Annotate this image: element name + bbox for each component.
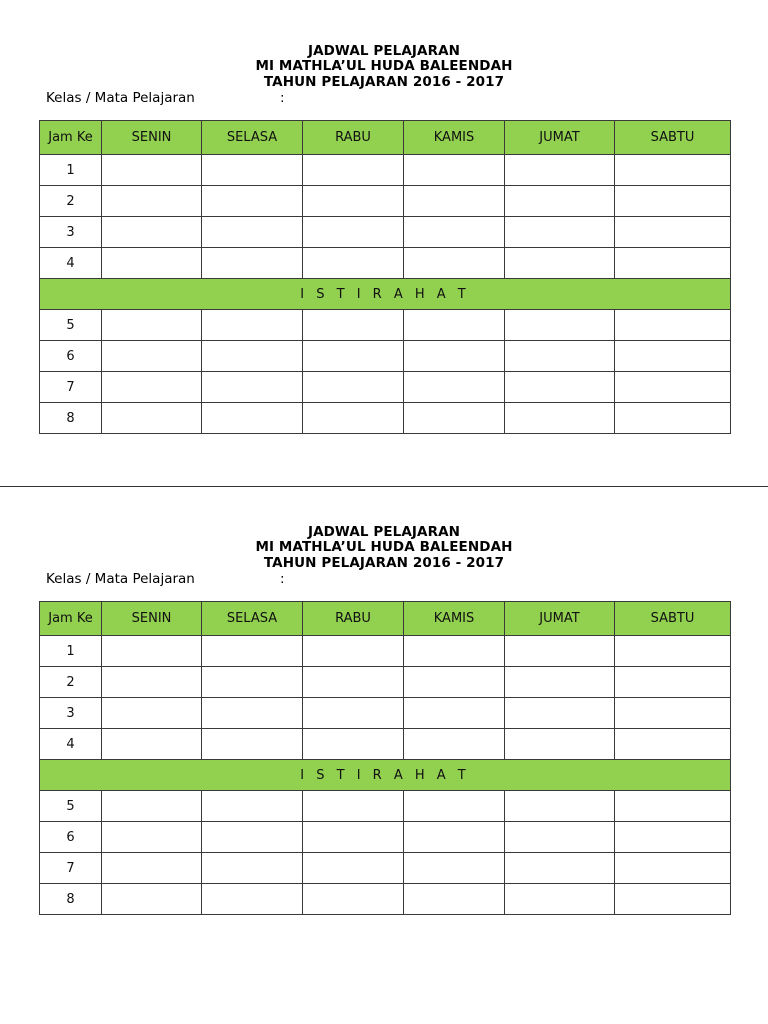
table-row: [40, 667, 731, 698]
cell: [615, 403, 731, 434]
break-row: [40, 760, 731, 791]
header-kamis: KAMIS: [404, 121, 505, 155]
cell: [615, 155, 731, 186]
period-number: 7: [40, 372, 102, 403]
period-number: 6: [40, 822, 102, 853]
cell: [102, 186, 202, 217]
header-senin: SENIN: [102, 121, 202, 155]
cell: [202, 248, 303, 279]
cell: [303, 729, 404, 760]
academic-year: TAHUN PELAJARAN 2016 - 2017: [263, 555, 505, 571]
cell: [615, 217, 731, 248]
cell: [404, 310, 505, 341]
cell: [404, 884, 505, 915]
period-number: 3: [40, 698, 102, 729]
kelas-label: Kelas / Mata Pelajaran: [46, 90, 195, 106]
header-selasa: SELASA: [202, 121, 303, 155]
cell: [505, 791, 615, 822]
school-name: MI MATHLA’UL HUDA BALEENDAH: [255, 58, 513, 74]
period-number: 8: [40, 403, 102, 434]
table-row: [40, 822, 731, 853]
cell: [303, 636, 404, 667]
cell: [505, 729, 615, 760]
cell: [615, 186, 731, 217]
cell: [404, 217, 505, 248]
table-row: [40, 248, 731, 279]
cell: [505, 217, 615, 248]
cell: [202, 667, 303, 698]
period-number: 2: [40, 667, 102, 698]
table-row: [40, 310, 731, 341]
cell: [615, 698, 731, 729]
break-label: I S T I R A H A T: [40, 279, 731, 310]
kelas-label: Kelas / Mata Pelajaran: [46, 571, 195, 587]
cell: [202, 822, 303, 853]
cell: [202, 217, 303, 248]
header-row: [40, 602, 731, 636]
cell: [505, 884, 615, 915]
cell: [202, 636, 303, 667]
table-row: [40, 698, 731, 729]
header-sabtu: SABTU: [615, 121, 731, 155]
cell: [202, 853, 303, 884]
cell: [615, 729, 731, 760]
cell: [404, 729, 505, 760]
period-number: 7: [40, 853, 102, 884]
cell: [505, 186, 615, 217]
period-number: 1: [40, 155, 102, 186]
header-selasa: SELASA: [202, 602, 303, 636]
cell: [404, 667, 505, 698]
period-number: 3: [40, 217, 102, 248]
cell: [615, 853, 731, 884]
cell: [202, 372, 303, 403]
cell: [505, 822, 615, 853]
cell: [505, 248, 615, 279]
cell: [303, 155, 404, 186]
schedule-table: [39, 601, 731, 915]
cell: [102, 884, 202, 915]
cell: [303, 698, 404, 729]
cell: [303, 403, 404, 434]
cell: [102, 217, 202, 248]
header-rabu: RABU: [303, 121, 404, 155]
cell: [102, 729, 202, 760]
cell: [303, 853, 404, 884]
cell: [202, 698, 303, 729]
header-jam-ke: Jam Ke: [40, 121, 102, 155]
cell: [303, 667, 404, 698]
cell: [404, 372, 505, 403]
cell: [202, 155, 303, 186]
cell: [303, 248, 404, 279]
cell: [404, 698, 505, 729]
cell: [615, 341, 731, 372]
header-sabtu: SABTU: [615, 602, 731, 636]
cell: [102, 822, 202, 853]
cell: [102, 155, 202, 186]
cell: [505, 667, 615, 698]
school-name: MI MATHLA’UL HUDA BALEENDAH: [255, 539, 513, 555]
cell: [303, 884, 404, 915]
cell: [404, 186, 505, 217]
cell: [102, 310, 202, 341]
kelas-colon: :: [280, 571, 285, 587]
cell: [202, 186, 303, 217]
cell: [102, 791, 202, 822]
academic-year: TAHUN PELAJARAN 2016 - 2017: [263, 74, 505, 90]
header-row: [40, 121, 731, 155]
cell: [404, 155, 505, 186]
table-row: [40, 341, 731, 372]
cell: [615, 667, 731, 698]
title-line-1: JADWAL PELAJARAN: [307, 43, 461, 59]
cell: [102, 667, 202, 698]
cell: [303, 217, 404, 248]
cell: [202, 341, 303, 372]
break-label: I S T I R A H A T: [40, 760, 731, 791]
schedule-table: [39, 120, 731, 434]
cell: [404, 636, 505, 667]
cell: [615, 884, 731, 915]
cell: [202, 403, 303, 434]
cell: [615, 248, 731, 279]
table-row: [40, 791, 731, 822]
cell: [505, 310, 615, 341]
cell: [303, 822, 404, 853]
cell: [303, 186, 404, 217]
cell: [505, 403, 615, 434]
table-row: [40, 884, 731, 915]
cell: [505, 853, 615, 884]
header-jumat: JUMAT: [505, 602, 615, 636]
table-row: [40, 372, 731, 403]
cell: [615, 791, 731, 822]
header-jumat: JUMAT: [505, 121, 615, 155]
cell: [303, 372, 404, 403]
cell: [615, 822, 731, 853]
cell: [404, 791, 505, 822]
cell: [404, 248, 505, 279]
header-rabu: RABU: [303, 602, 404, 636]
cell: [404, 403, 505, 434]
cell: [615, 636, 731, 667]
header-jam-ke: Jam Ke: [40, 602, 102, 636]
cell: [102, 636, 202, 667]
table-row: [40, 217, 731, 248]
cell: [102, 853, 202, 884]
table-row: [40, 636, 731, 667]
cell: [505, 372, 615, 403]
cell: [505, 341, 615, 372]
kelas-colon: :: [280, 90, 285, 106]
table-row: [40, 853, 731, 884]
cell: [303, 341, 404, 372]
cell: [102, 248, 202, 279]
cell: [102, 403, 202, 434]
table-row: [40, 155, 731, 186]
cell: [202, 791, 303, 822]
cell: [404, 341, 505, 372]
cell: [505, 698, 615, 729]
cell: [505, 155, 615, 186]
cell: [102, 341, 202, 372]
cell: [202, 729, 303, 760]
header-kamis: KAMIS: [404, 602, 505, 636]
period-number: 5: [40, 310, 102, 341]
cell: [202, 884, 303, 915]
table-row: [40, 729, 731, 760]
cell: [615, 372, 731, 403]
cell: [615, 310, 731, 341]
period-number: 4: [40, 729, 102, 760]
cell: [404, 822, 505, 853]
cell: [303, 791, 404, 822]
cell: [404, 853, 505, 884]
header-senin: SENIN: [102, 602, 202, 636]
period-number: 1: [40, 636, 102, 667]
cell: [102, 372, 202, 403]
cut-divider-line: [0, 486, 768, 487]
table-row: [40, 403, 731, 434]
break-row: [40, 279, 731, 310]
cell: [202, 310, 303, 341]
table-row: [40, 186, 731, 217]
period-number: 8: [40, 884, 102, 915]
period-number: 4: [40, 248, 102, 279]
cell: [102, 698, 202, 729]
cell: [505, 636, 615, 667]
period-number: 5: [40, 791, 102, 822]
period-number: 6: [40, 341, 102, 372]
cell: [303, 310, 404, 341]
period-number: 2: [40, 186, 102, 217]
title-line-1: JADWAL PELAJARAN: [307, 524, 461, 540]
